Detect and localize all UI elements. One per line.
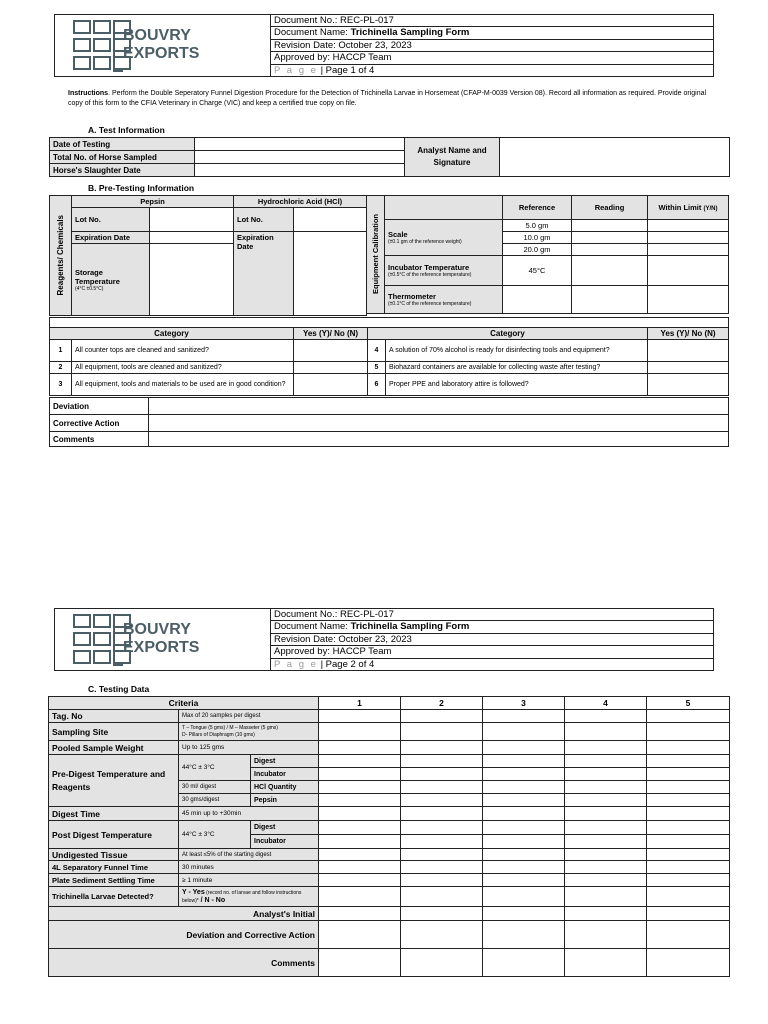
analyst-signature-input[interactable]	[500, 138, 730, 177]
larvae-detected-label: Trichinella Larvae Detected?	[49, 887, 179, 907]
thermometer-ref[interactable]	[503, 286, 572, 314]
hcl-lot-input[interactable]	[294, 208, 367, 232]
data-cell[interactable]	[647, 821, 730, 835]
data-cell[interactable]	[565, 768, 647, 781]
yes-no-header-left: Yes (Y)/ No (N)	[294, 328, 368, 340]
scale-ref-1: 5.0 gm	[503, 220, 572, 232]
check-item: All equipment, tools are cleaned and sanitized?	[72, 362, 294, 374]
thermometer-reading[interactable]	[572, 286, 648, 314]
data-cell[interactable]	[401, 781, 483, 794]
scale-limit-3[interactable]	[648, 244, 729, 256]
data-cell[interactable]	[483, 768, 565, 781]
data-cell[interactable]	[483, 874, 565, 887]
equipment-side-label: Equipment Calibration	[367, 196, 385, 314]
data-cell[interactable]	[319, 781, 401, 794]
deviation-input[interactable]	[149, 398, 729, 415]
hcl-amount: 30 ml/ digest	[179, 781, 251, 794]
revision-date: Revision Date: October 23, 2023	[271, 40, 713, 52]
pre-digest-digest: Digest	[251, 755, 319, 768]
data-cell[interactable]	[565, 710, 647, 723]
digest-time-note: 45 min up to +30min	[179, 807, 319, 821]
slaughter-date-label: Horse's Slaughter Date	[50, 164, 195, 177]
data-cell[interactable]	[483, 710, 565, 723]
thermometer-limit[interactable]	[648, 286, 729, 314]
data-cell[interactable]	[319, 821, 401, 835]
revision-date: Revision Date: October 23, 2023	[271, 634, 713, 646]
data-cell[interactable]	[401, 861, 483, 874]
page-indicator: P a g e | Page 1 of 4	[274, 64, 375, 76]
reading-header: Reading	[572, 196, 648, 220]
data-cell[interactable]	[483, 781, 565, 794]
pooled-weight-note: Up to 125 gms	[179, 741, 319, 755]
data-cell[interactable]	[647, 768, 730, 781]
check-num: 5	[368, 362, 386, 374]
scale-reading-3[interactable]	[572, 244, 648, 256]
data-cell[interactable]	[401, 907, 483, 921]
check-item: Proper PPE and laboratory attire is followed?	[386, 374, 648, 396]
analyst-initial-label: Analyst's Initial	[49, 907, 319, 921]
data-cell[interactable]	[565, 794, 647, 807]
reagents-side-label: Reagents/ Chemicals	[50, 196, 72, 316]
document-header-page2	[54, 608, 714, 671]
data-cell[interactable]	[483, 907, 565, 921]
data-cell[interactable]	[401, 710, 483, 723]
data-cell[interactable]	[483, 835, 565, 849]
data-cell[interactable]	[647, 874, 730, 887]
checklist-table	[49, 317, 729, 396]
data-cell[interactable]	[483, 821, 565, 835]
pepsin-lot-label: Lot No.	[72, 208, 150, 232]
data-cell[interactable]	[647, 835, 730, 849]
check-num: 4	[368, 340, 386, 362]
col-header: 4	[565, 697, 647, 710]
check-item: Biohazard containers are available for collecting waste after testing?	[386, 362, 648, 374]
testing-data-table	[48, 696, 730, 977]
post-digest-digest: Digest	[251, 821, 319, 835]
pepsin-storage-input[interactable]	[150, 244, 234, 316]
data-cell[interactable]	[565, 781, 647, 794]
within-limit-header: Within Limit (Y/N)	[648, 196, 729, 220]
data-cell[interactable]	[565, 887, 647, 907]
pepsin-header: Pepsin	[72, 196, 234, 208]
date-of-testing-label: Date of Testing	[50, 138, 195, 151]
data-cell[interactable]	[401, 755, 483, 768]
data-cell[interactable]	[319, 723, 401, 741]
plate-time-note: ≥ 1 minute	[179, 874, 319, 887]
check-item: All counter tops are cleaned and sanitized?	[72, 340, 294, 362]
post-digest-temp: 44°C ± 3°C	[179, 821, 251, 849]
data-cell[interactable]	[565, 755, 647, 768]
data-cell[interactable]	[565, 741, 647, 755]
document-meta	[271, 609, 713, 671]
undigested-label: Undigested Tissue	[49, 849, 179, 861]
category-header-right: Category	[368, 328, 648, 340]
data-cell[interactable]	[483, 807, 565, 821]
data-cell[interactable]	[319, 710, 401, 723]
deviation-corrective-label: Deviation and Corrective Action	[49, 921, 319, 949]
data-cell[interactable]	[565, 861, 647, 874]
data-cell[interactable]	[483, 949, 565, 977]
document-meta	[271, 15, 713, 77]
pooled-weight-label: Pooled Sample Weight	[49, 741, 179, 755]
comments-input[interactable]	[149, 432, 729, 447]
data-cell[interactable]	[483, 723, 565, 741]
incubator-reading[interactable]	[572, 256, 648, 286]
post-digest-label: Post Digest Temperature	[49, 821, 179, 849]
data-cell[interactable]	[319, 921, 401, 949]
data-cell[interactable]	[319, 835, 401, 849]
data-cell[interactable]	[401, 921, 483, 949]
data-cell[interactable]	[565, 907, 647, 921]
test-information-table	[49, 137, 730, 177]
scale-ref-3: 20.0 gm	[503, 244, 572, 256]
data-cell[interactable]	[647, 794, 730, 807]
data-cell[interactable]	[647, 807, 730, 821]
hcl-lot-label: Lot No.	[234, 208, 294, 232]
approved-by: Approved by: HACCP Team	[271, 646, 713, 658]
reagents-table	[49, 195, 367, 316]
logo-line1: BOUVRY	[123, 27, 191, 44]
funnel-time-note: 30 minutes	[179, 861, 319, 874]
comments-label: Comments	[49, 949, 319, 977]
data-cell[interactable]	[565, 849, 647, 861]
document-name: Document Name: Trichinella Sampling Form	[271, 621, 713, 633]
check-item: A solution of 70% alcohol is ready for disinfecting tools and equipment?	[386, 340, 648, 362]
pepsin-expiration-label: Expiration Date	[72, 232, 150, 244]
undigested-note: At least ≤5% of the starting digest	[179, 849, 319, 861]
col-header: 5	[647, 697, 730, 710]
pepsin-expiration-input[interactable]	[150, 232, 234, 244]
hcl-header: Hydrochloric Acid (HCl)	[234, 196, 367, 208]
data-cell[interactable]	[647, 741, 730, 755]
data-cell[interactable]	[647, 921, 730, 949]
corrective-action-input[interactable]	[149, 415, 729, 432]
yes-no-header-right: Yes (Y)/ No (N)	[648, 328, 729, 340]
document-number: Document No.: REC-PL-017	[271, 609, 713, 621]
logo-line1: BOUVRY	[123, 621, 191, 638]
data-cell[interactable]	[319, 741, 401, 755]
data-cell[interactable]	[565, 723, 647, 741]
reference-header: Reference	[503, 196, 572, 220]
pre-digest-label: Pre-Digest Temperature and Reagents	[49, 755, 179, 807]
pre-digest-incubator: Incubator	[251, 768, 319, 781]
data-cell[interactable]	[401, 723, 483, 741]
section-b-title: B. Pre-Testing Information	[88, 183, 195, 193]
data-cell[interactable]	[647, 849, 730, 861]
pepsin-label: Pepsin	[251, 794, 319, 807]
tag-no-note: Max of 20 samples per digest	[179, 710, 319, 723]
check-answer[interactable]	[294, 374, 368, 396]
col-header: 1	[319, 697, 401, 710]
section-a-title: A. Test Information	[88, 125, 165, 135]
incubator-limit[interactable]	[648, 256, 729, 286]
incubator-ref: 45°C	[503, 256, 572, 286]
company-logo	[55, 609, 271, 671]
check-answer[interactable]	[648, 362, 729, 374]
check-num: 6	[368, 374, 386, 396]
sampling-site-note: T – Tongue (5 gms) / M – Masseter (5 gms) D- Pillars of Diaphragm (10 gms)	[179, 723, 319, 741]
data-cell[interactable]	[401, 741, 483, 755]
funnel-time-label: 4L Separatory Funnel Time	[49, 861, 179, 874]
document-number: Document No.: REC-PL-017	[271, 15, 713, 27]
data-cell[interactable]	[319, 755, 401, 768]
data-cell[interactable]	[565, 921, 647, 949]
tag-no-label: Tag. No	[49, 710, 179, 723]
check-answer[interactable]	[648, 374, 729, 396]
scale-reading-1[interactable]	[572, 220, 648, 232]
data-cell[interactable]	[483, 861, 565, 874]
pepsin-lot-input[interactable]	[150, 208, 234, 232]
deviation-label: Deviation	[50, 398, 149, 415]
scale-reading-2[interactable]	[572, 232, 648, 244]
data-cell[interactable]	[319, 861, 401, 874]
data-cell[interactable]	[483, 741, 565, 755]
data-cell[interactable]	[483, 755, 565, 768]
section-c-title: C. Testing Data	[88, 684, 150, 694]
pre-digest-temp: 44°C ± 3°C	[179, 755, 251, 781]
data-cell[interactable]	[647, 723, 730, 741]
comments-label: Comments	[50, 432, 149, 447]
data-cell[interactable]	[565, 835, 647, 849]
data-cell[interactable]	[647, 907, 730, 921]
logo-line2: EXPORTS	[123, 45, 200, 62]
data-cell[interactable]	[565, 949, 647, 977]
check-num: 3	[50, 374, 72, 396]
scale-label: Scale (±0.1 gm of the reference weight)	[385, 220, 503, 256]
hcl-quantity-label: HCl Quantity	[251, 781, 319, 794]
date-of-testing-input[interactable]	[195, 138, 405, 151]
plate-time-label: Plate Sediment Settling Time	[49, 874, 179, 887]
scale-limit-2[interactable]	[648, 232, 729, 244]
larvae-detected-note: Y - Yes (record no. of larvae and follow instructions below)* / N - No	[179, 887, 319, 907]
deviation-table	[49, 397, 729, 447]
corrective-action-label: Corrective Action	[50, 415, 149, 432]
sampling-site-label: Sampling Site	[49, 723, 179, 741]
data-cell[interactable]	[483, 887, 565, 907]
data-cell[interactable]	[401, 794, 483, 807]
check-item: All equipment, tools and materials to be used are in good condition?	[72, 374, 294, 396]
digest-time-label: Digest Time	[49, 807, 179, 821]
check-num: 2	[50, 362, 72, 374]
data-cell[interactable]	[647, 861, 730, 874]
hcl-expiration-label: Expiration Date	[234, 232, 294, 316]
scale-limit-1[interactable]	[648, 220, 729, 232]
data-cell[interactable]	[319, 874, 401, 887]
data-cell[interactable]	[319, 807, 401, 821]
document-name: Document Name: Trichinella Sampling Form	[271, 27, 713, 39]
check-answer[interactable]	[294, 362, 368, 374]
scale-ref-2: 10.0 gm	[503, 232, 572, 244]
data-cell[interactable]	[319, 949, 401, 977]
total-horse-label: Total No. of Horse Sampled	[50, 151, 195, 164]
instructions: Instructions. Perform the Double Seperatory Funnel Digestion Procedure for the Detection of Trichinella Larvae in Horsemeat (CFAP-M-0039 Version 08). Record all information as required. Provide original copy of this form to the CFIA Veterinary in Charge (VIC) and keep a certified true copy on file.	[68, 90, 707, 107]
data-cell[interactable]	[401, 768, 483, 781]
data-cell[interactable]	[401, 949, 483, 977]
data-cell[interactable]	[565, 874, 647, 887]
data-cell[interactable]	[483, 849, 565, 861]
data-cell[interactable]	[565, 807, 647, 821]
data-cell[interactable]	[319, 768, 401, 781]
data-cell[interactable]	[647, 781, 730, 794]
slaughter-date-input[interactable]	[195, 164, 405, 177]
data-cell[interactable]	[647, 949, 730, 977]
data-cell[interactable]	[483, 921, 565, 949]
hcl-expiration-input[interactable]	[294, 232, 367, 316]
pepsin-storage-label: Storage Temperature (4°C ±0.5°C)	[72, 244, 150, 316]
company-logo	[55, 15, 271, 77]
data-cell[interactable]	[647, 755, 730, 768]
total-horse-input[interactable]	[195, 151, 405, 164]
data-cell[interactable]	[319, 794, 401, 807]
data-cell[interactable]	[401, 821, 483, 835]
col-header: 2	[401, 697, 483, 710]
document-header-page1	[54, 14, 714, 77]
data-cell[interactable]	[401, 835, 483, 849]
analyst-label: Analyst Name and Signature	[405, 138, 500, 177]
check-num: 1	[50, 340, 72, 362]
data-cell[interactable]	[647, 710, 730, 723]
logo-line2: EXPORTS	[123, 639, 200, 656]
data-cell[interactable]	[401, 849, 483, 861]
post-digest-incubator: Incubator	[251, 835, 319, 849]
data-cell[interactable]	[319, 907, 401, 921]
col-header: 3	[483, 697, 565, 710]
data-cell[interactable]	[401, 807, 483, 821]
thermometer-label: Thermometer (±0.1°C of the reference temperature)	[385, 286, 503, 314]
data-cell[interactable]	[319, 887, 401, 907]
data-cell[interactable]	[401, 887, 483, 907]
approved-by: Approved by: HACCP Team	[271, 52, 713, 64]
data-cell[interactable]	[565, 821, 647, 835]
check-answer[interactable]	[294, 340, 368, 362]
pepsin-amount: 30 gms/digest	[179, 794, 251, 807]
category-header-left: Category	[50, 328, 294, 340]
data-cell[interactable]	[483, 794, 565, 807]
incubator-label: Incubator Temperature (±0.5°C of the reference temperature)	[385, 256, 503, 286]
data-cell[interactable]	[319, 849, 401, 861]
page-indicator: P a g e | Page 2 of 4	[274, 658, 375, 670]
data-cell[interactable]	[401, 874, 483, 887]
equipment-calibration-table	[366, 195, 729, 314]
check-answer[interactable]	[648, 340, 729, 362]
data-cell[interactable]	[647, 887, 730, 907]
criteria-header: Criteria	[49, 697, 319, 710]
